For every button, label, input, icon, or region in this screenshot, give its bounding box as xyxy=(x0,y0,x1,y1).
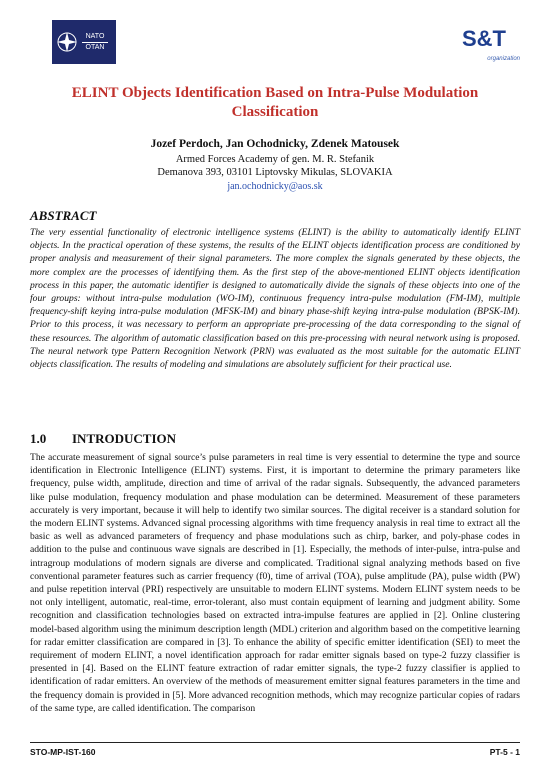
st-logo-subtext: organization xyxy=(487,56,520,62)
abstract-heading: ABSTRACT xyxy=(30,208,97,223)
author-affiliation xyxy=(60,153,490,179)
footer-divider xyxy=(30,742,520,743)
affiliation-line-2: Demanova 393, 03101 Liptovsky Mikulas, SLOVAKIA xyxy=(157,167,393,178)
otan-word: OTAN xyxy=(85,43,105,51)
section-number: 1.0 xyxy=(30,431,47,446)
abstract-text: The very essential functionality of electronic intelligence systems (ELINT) is the ability to automatically identify ELINT objects. In the practical operation of these systems, the results of the ELINT objects identification process are conditioned by proper analysis and measurement of their signal parameters. The more complex the signals generated by these objects, the more complex are the processes of identifying them. As the first step of the above-mentioned ELINT objects identification process in this paper, the automatic identifier is designed to automatically divide the signals of these objects into one of the four groups: without intra-pulse modulation (WO-IM), continuous frequency intra-pulse modulation (FM-IM), multiple frequency-shift keying intra-pulse modulation (MFSK-IM) and binary phase-shift keying intra-pulse modulation (BPSK-IM). Prior to this process, it was necessary to perform an appropriate pre-processing of the data corresponding to the signal of these resources. The algorithm of automatic classification based on this pre-processing with neural network using is proposed. The neural network type Pattern Recognition Network (PRN) was evaluated as the most suitable for the automatic ELINT objects classification. The results of modeling and simulations are absolutely sufficient for their practical use. xyxy=(30,227,520,371)
author-email-link[interactable]: jan.ochodnicky@aos.sk xyxy=(227,181,323,192)
nato-word: NATO xyxy=(85,32,105,40)
footer-document-id: STO-MP-IST-160 xyxy=(30,747,96,757)
footer-page-number: PT-5 - 1 xyxy=(489,747,520,757)
introduction-text: The accurate measurement of signal source’s pulse parameters in real time is very essential to determine the type and source identification in Electronic Intelligence (ELINT) systems. First, it is important to determine the primary parameters like frequency, pulse width, amplitude, direction and time of arrival of the radar signals. Subsequently, the advanced parameters like pulse modulation, frequency modulation and phase modulation can be determined. Measurement of these parameters accurately is very important, because it will help to identify two similar sources. The digital receiver is a standard solution for the modern ELINT systems. Advanced signal processing algorithms with time frequency analysis in real time to extract all the basic as well as advanced parameters of frequency and phase modulations such as chirp, barker, and poly-phase codes in addition to the pulse and continuous wave signals are described in [1]. Especially, the methods of inter-pulse, intra-pulse and intragroup modulations of modern signals are diverse and complicated. Traditional signal analyzing methods based on five conventional parameter features such as carrier frequency (f0), time of arrival (TOA), pulse amplitude (PA), pulse width (PW) and pulse repetition interval (PRI) respectively are unsuitable to modern ELINT systems. Modern ELINT system needs to be not only intelligent, automatic, real-time, error-tolerant, also must contain equipment of learning and judgment ability. Some recognition and classification technologies based on extracted intra-impulse features are applied in [2]. Online clustering model-based algorithm using the minimum description length (MDL) criterion and algorithm based on the competitive learning for radar emitter classification are compared in [3]. To enhance the ability of specific emitter identification (SEI) to meet the requirement of modern ELINT, a novel identification approach for radar emitter signals based on type-2 fuzzy classifier is presented in [4]. Based on the ELINT feature extraction of radar emitter signals, the type-2 fuzzy classifier is applied to identification of radar emitters. An overview of the methods of measurement emitter signal features parameters in the time and the frequency domain is provided in [5]. More advanced recognition methods, which may recognize particular copies of radars of the same type, are called identification. The comparison xyxy=(30,452,520,714)
sto-organization-logo xyxy=(448,22,520,64)
nato-otan-logo xyxy=(52,20,116,64)
affiliation-line-1: Armed Forces Academy of gen. M. R. Stefanik xyxy=(175,154,375,165)
nato-compass-star-icon xyxy=(56,31,78,53)
paper-title: ELINT Objects Identification Based on Intra-Pulse Modulation Classification xyxy=(71,85,479,120)
paper-authors: Jozef Perdoch, Jan Ochodnicky, Zdenek Matousek xyxy=(150,138,400,150)
st-logo-mark: S&T xyxy=(462,26,506,51)
nato-logo-text xyxy=(80,33,110,52)
section-title: INTRODUCTION xyxy=(72,431,177,446)
section-heading-introduction xyxy=(30,431,176,447)
